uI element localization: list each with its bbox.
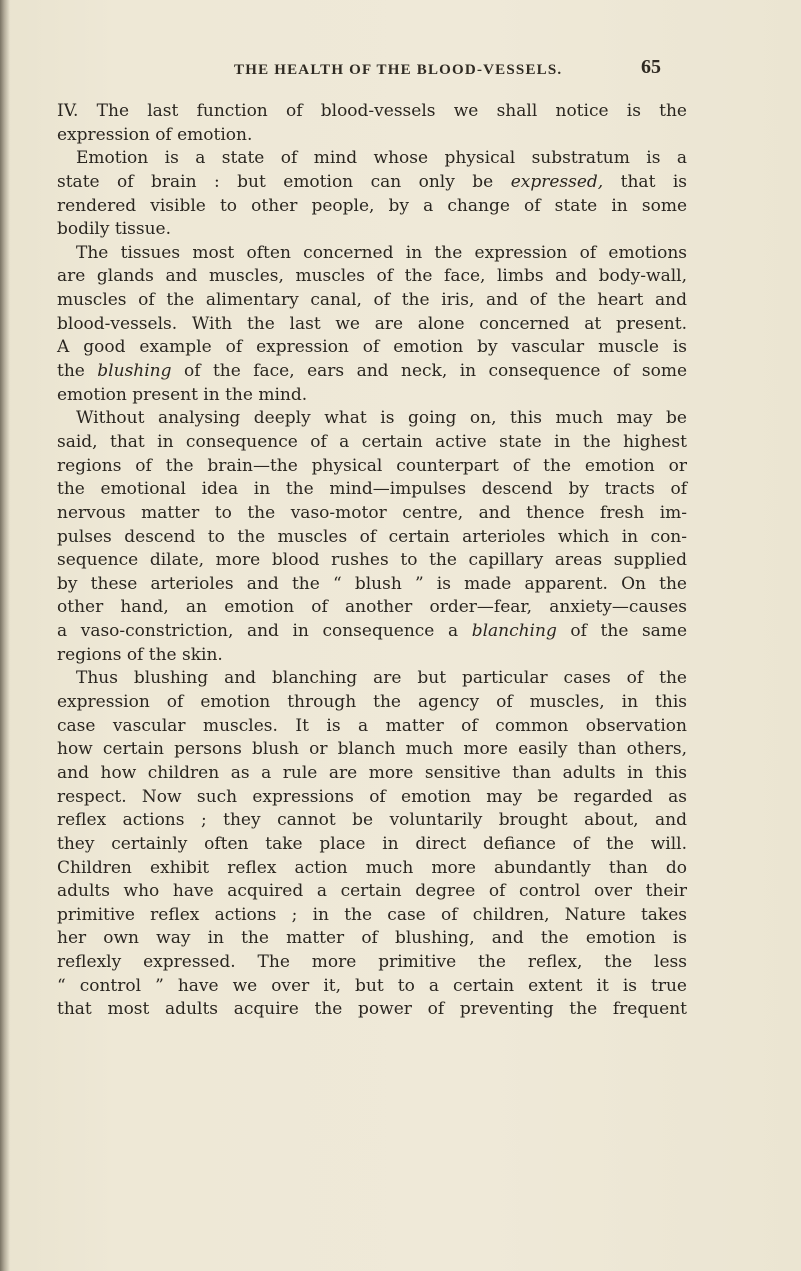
text-line: said, that in consequence of a certain active state in the highest bbox=[57, 431, 687, 452]
text-line: “ control ” have we over it, but to a certain extent it is true bbox=[57, 975, 687, 996]
text-line: pulses descend to the muscles of certain arterioles which in con- bbox=[57, 526, 687, 547]
text-line: the emotional idea in the mind—impulses descend by tracts of bbox=[57, 479, 687, 500]
text-line: Without analysing deeply what is going on, this much may be bbox=[76, 408, 687, 429]
text-line: primitive reflex actions ; in the case of children, Nature takes bbox=[57, 904, 687, 925]
body-text bbox=[57, 100, 687, 1022]
text-line: reflexly expressed. The more primitive the reflex, the less bbox=[57, 952, 687, 973]
text-line: other hand, an emotion of another order—fear, anxiety—causes bbox=[57, 597, 687, 618]
page-number: 65 bbox=[641, 56, 661, 78]
text-line: a vaso-constriction, and in consequence a blanching of the same bbox=[57, 621, 687, 642]
text-line: the blushing of the face, ears and neck, in consequence of some bbox=[57, 361, 687, 382]
text-line: case vascular muscles. It is a matter of common observation bbox=[57, 715, 687, 736]
text-line: they certainly often take place in direct defiance of the will. bbox=[57, 833, 687, 854]
text-line: reflex actions ; they cannot be voluntarily brought about, and bbox=[57, 810, 687, 831]
text-line: emotion present in the mind. bbox=[57, 384, 308, 405]
text-line: regions of the brain—the physical counterpart of the emotion or bbox=[57, 455, 687, 476]
text-line: by these arterioles and the “ blush ” is made apparent. On the bbox=[57, 573, 687, 594]
text-line: adults who have acquired a certain degree of control over their bbox=[57, 881, 687, 902]
text-line: Children exhibit reflex action much more abundantly than do bbox=[57, 857, 687, 878]
text-line: A good example of expression of emotion by vascular muscle is bbox=[57, 337, 687, 358]
text-line: expression of emotion. bbox=[57, 124, 253, 145]
text-line: muscles of the alimentary canal, of the iris, and of the heart and bbox=[57, 290, 687, 311]
text-line: bodily tissue. bbox=[57, 219, 172, 240]
text-line: expression of emotion through the agency of muscles, in this bbox=[57, 692, 687, 713]
text-line: nervous matter to the vaso-motor centre, and thence fresh im- bbox=[57, 502, 687, 523]
page-gutter-shadow bbox=[0, 0, 10, 1271]
text-line: The tissues most often concerned in the expression of emotions bbox=[76, 242, 687, 263]
text-line: rendered visible to other people, by a change of state in some bbox=[57, 195, 687, 216]
text-line: are glands and muscles, muscles of the face, limbs and body-wall, bbox=[57, 266, 687, 287]
text-line: how certain persons blush or blanch much more easily than others, bbox=[57, 739, 687, 760]
text-line: and how children as a rule are more sensitive than adults in this bbox=[57, 762, 687, 783]
running-head: THE HEALTH OF THE BLOOD-VESSELS. bbox=[234, 62, 563, 78]
text-line: respect. Now such expressions of emotion may be regarded as bbox=[57, 786, 687, 807]
text-line: Emotion is a state of mind whose physical substratum is a bbox=[76, 148, 687, 169]
text-line: IV. The last function of blood-vessels we shall notice is the bbox=[57, 101, 687, 121]
text-line: Thus blushing and blanching are but particular cases of the bbox=[76, 668, 687, 689]
text-line: that most adults acquire the power of preventing the frequent bbox=[57, 999, 687, 1020]
text-line: sequence dilate, more blood rushes to the capillary areas supplied bbox=[57, 550, 687, 571]
text-line: her own way in the matter of blushing, and the emotion is bbox=[57, 928, 687, 949]
text-line: blood-vessels. With the last we are alone concerned at present. bbox=[57, 313, 687, 334]
text-line: regions of the skin. bbox=[57, 644, 223, 665]
text-line: state of brain : but emotion can only be expressed, that is bbox=[57, 171, 688, 192]
